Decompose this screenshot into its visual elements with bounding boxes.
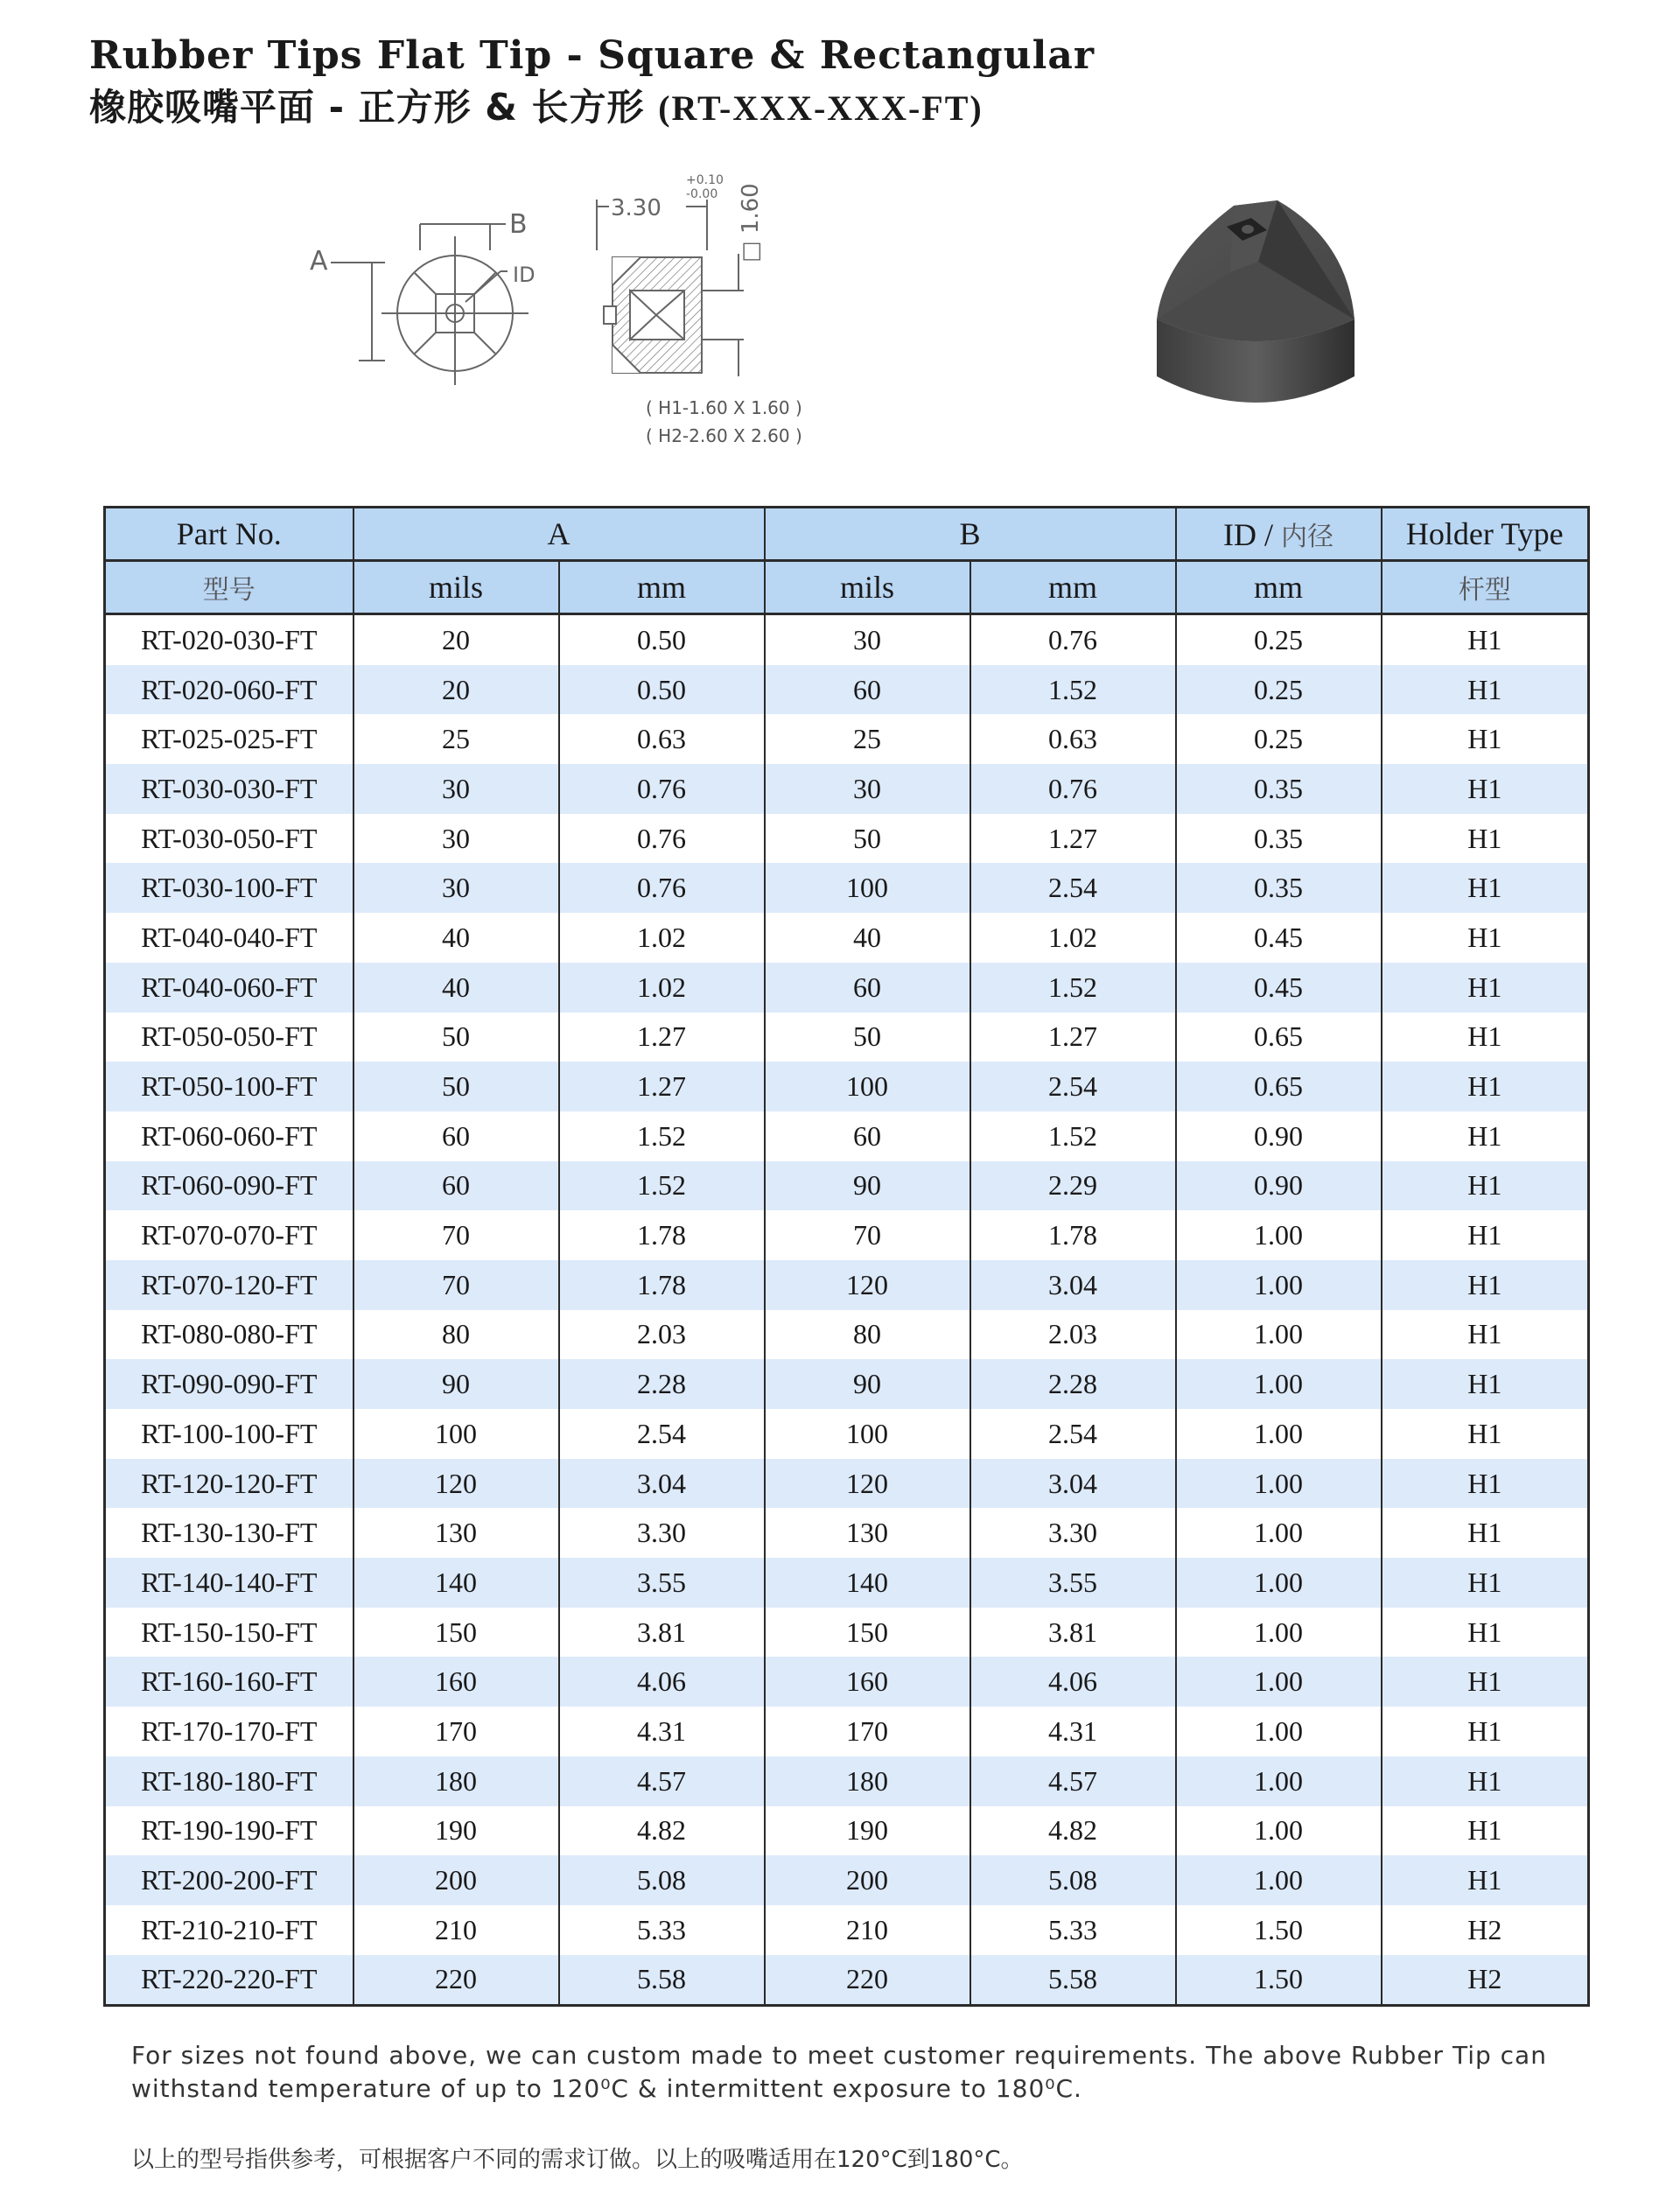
- cell-a-mm: 2.28: [559, 1359, 765, 1409]
- cell-holder-type: H1: [1382, 1062, 1589, 1111]
- cell-id-mm: 0.65: [1176, 1062, 1382, 1111]
- cell-part-no: RT-100-100-FT: [105, 1409, 354, 1459]
- cell-b-mm: 1.27: [970, 814, 1176, 864]
- header-part-no: Part No.: [105, 508, 354, 561]
- dim-square-value: □ 1.60: [738, 183, 764, 263]
- header-id-cn: 内径: [1281, 522, 1334, 552]
- cell-a-mils: 100: [354, 1409, 559, 1459]
- cell-a-mils: 30: [354, 814, 559, 864]
- cell-b-mm: 2.03: [970, 1310, 1176, 1360]
- cell-a-mils: 200: [354, 1855, 559, 1905]
- cell-id-mm: 0.35: [1176, 814, 1382, 864]
- cell-holder-type: H1: [1382, 1756, 1589, 1806]
- table-row: [105, 1905, 1589, 1955]
- cell-id-mm: 0.45: [1176, 963, 1382, 1013]
- table-row: [105, 1558, 1589, 1608]
- cell-id-mm: 1.50: [1176, 1955, 1382, 2006]
- cell-holder-type: H1: [1382, 1707, 1589, 1756]
- table-row: [105, 1707, 1589, 1756]
- table-row: [105, 814, 1589, 864]
- dim-label-a: A: [310, 246, 328, 277]
- cell-id-mm: 0.65: [1176, 1013, 1382, 1062]
- cell-id-mm: 1.00: [1176, 1855, 1382, 1905]
- holder-size-h2: ( H2-2.60 X 2.60 ): [646, 425, 802, 446]
- cell-a-mm: 3.04: [559, 1459, 765, 1509]
- cell-a-mm: 5.08: [559, 1855, 765, 1905]
- dim-label-id: ID: [513, 263, 536, 287]
- cell-b-mils: 30: [765, 614, 970, 665]
- spec-table: [103, 506, 1590, 2007]
- cell-a-mm: 1.78: [559, 1210, 765, 1260]
- dim-length-value: 3.30: [611, 195, 662, 221]
- cell-a-mm: 1.52: [559, 1111, 765, 1161]
- spec-table-body: [105, 614, 1589, 2006]
- cell-holder-type: H1: [1382, 963, 1589, 1013]
- cell-b-mils: 190: [765, 1806, 970, 1856]
- cell-a-mm: 4.82: [559, 1806, 765, 1856]
- cell-a-mils: 30: [354, 764, 559, 814]
- cell-b-mm: 0.76: [970, 614, 1176, 665]
- cell-holder-type: H1: [1382, 863, 1589, 913]
- cell-holder-type: H1: [1382, 1459, 1589, 1509]
- cell-id-mm: 0.25: [1176, 614, 1382, 665]
- cell-b-mm: 1.27: [970, 1013, 1176, 1062]
- cell-id-mm: 1.00: [1176, 1459, 1382, 1509]
- cell-a-mm: 1.02: [559, 963, 765, 1013]
- cell-holder-type: H1: [1382, 1161, 1589, 1211]
- holder-size-note: [646, 394, 802, 450]
- cell-part-no: RT-090-090-FT: [105, 1359, 354, 1409]
- cell-id-mm: 0.35: [1176, 863, 1382, 913]
- cell-a-mm: 2.54: [559, 1409, 765, 1459]
- header-b: B: [765, 508, 1176, 561]
- cell-id-mm: 1.50: [1176, 1905, 1382, 1955]
- cell-b-mm: 5.08: [970, 1855, 1176, 1905]
- cell-b-mm: 5.33: [970, 1905, 1176, 1955]
- table-row: [105, 1210, 1589, 1260]
- cell-a-mils: 170: [354, 1707, 559, 1756]
- cell-b-mm: 3.04: [970, 1260, 1176, 1310]
- table-row: [105, 1955, 1589, 2006]
- cell-a-mm: 4.06: [559, 1657, 765, 1707]
- cell-holder-type: H1: [1382, 1558, 1589, 1608]
- cell-b-mils: 170: [765, 1707, 970, 1756]
- table-header-row: [105, 508, 1589, 561]
- cell-a-mils: 160: [354, 1657, 559, 1707]
- table-row: [105, 963, 1589, 1013]
- cell-part-no: RT-200-200-FT: [105, 1855, 354, 1905]
- dim-tol-plus: +0.10: [686, 173, 724, 187]
- cell-b-mm: 2.28: [970, 1359, 1176, 1409]
- dim-label-b: B: [509, 209, 528, 240]
- cell-holder-type: H1: [1382, 1260, 1589, 1310]
- cell-holder-type: H1: [1382, 1111, 1589, 1161]
- table-row: [105, 1855, 1589, 1905]
- table-row: [105, 1310, 1589, 1360]
- cell-b-mils: 140: [765, 1558, 970, 1608]
- cell-b-mm: 1.52: [970, 665, 1176, 715]
- cell-a-mils: 20: [354, 614, 559, 665]
- cell-b-mils: 90: [765, 1359, 970, 1409]
- cell-b-mils: 120: [765, 1459, 970, 1509]
- cell-b-mils: 50: [765, 1013, 970, 1062]
- cell-part-no: RT-030-100-FT: [105, 863, 354, 913]
- cell-b-mm: 0.63: [970, 714, 1176, 764]
- cell-b-mils: 50: [765, 814, 970, 864]
- table-row: [105, 1111, 1589, 1161]
- cell-b-mils: 70: [765, 1210, 970, 1260]
- cell-holder-type: H1: [1382, 1210, 1589, 1260]
- cell-a-mils: 90: [354, 1359, 559, 1409]
- cell-b-mm: 1.78: [970, 1210, 1176, 1260]
- cell-part-no: RT-140-140-FT: [105, 1558, 354, 1608]
- cell-a-mm: 1.78: [559, 1260, 765, 1310]
- cell-b-mils: 210: [765, 1905, 970, 1955]
- cell-holder-type: H1: [1382, 1013, 1589, 1062]
- cell-a-mm: 4.31: [559, 1707, 765, 1756]
- cell-a-mm: 1.52: [559, 1161, 765, 1211]
- header-b-mils: mils: [765, 561, 970, 614]
- cell-part-no: RT-070-120-FT: [105, 1260, 354, 1310]
- cell-holder-type: H1: [1382, 614, 1589, 665]
- cell-b-mm: 1.52: [970, 963, 1176, 1013]
- cell-id-mm: 1.00: [1176, 1756, 1382, 1806]
- cell-holder-type: H1: [1382, 665, 1589, 715]
- cell-b-mils: 100: [765, 1409, 970, 1459]
- cell-id-mm: 0.90: [1176, 1161, 1382, 1211]
- cell-a-mm: 0.50: [559, 614, 765, 665]
- cell-a-mils: 140: [354, 1558, 559, 1608]
- cell-a-mils: 190: [354, 1806, 559, 1856]
- cell-part-no: RT-025-025-FT: [105, 714, 354, 764]
- header-holder-type: Holder Type: [1382, 508, 1589, 561]
- cell-a-mm: 5.58: [559, 1955, 765, 2006]
- header-id-mm: mm: [1176, 561, 1382, 614]
- footer-note-cn: 以上的型号指供参考，可根据客户不同的需求订做。以上的吸嘴适用在120°C到180°C。: [131, 2147, 1024, 2173]
- cell-a-mm: 0.76: [559, 863, 765, 913]
- cell-id-mm: 0.45: [1176, 913, 1382, 963]
- cell-id-mm: 0.35: [1176, 764, 1382, 814]
- header-id: [1176, 508, 1382, 561]
- cell-id-mm: 1.00: [1176, 1707, 1382, 1756]
- table-row: [105, 1359, 1589, 1409]
- cell-b-mils: 150: [765, 1608, 970, 1658]
- cell-a-mm: 0.50: [559, 665, 765, 715]
- cell-b-mils: 200: [765, 1855, 970, 1905]
- cell-b-mils: 160: [765, 1657, 970, 1707]
- cell-holder-type: H1: [1382, 1359, 1589, 1409]
- cell-part-no: RT-020-030-FT: [105, 614, 354, 665]
- rubber-tip-product-image: [1146, 188, 1365, 416]
- header-b-mm: mm: [970, 561, 1176, 614]
- cell-id-mm: 1.00: [1176, 1508, 1382, 1558]
- cell-id-mm: 0.25: [1176, 714, 1382, 764]
- cell-a-mils: 220: [354, 1955, 559, 2006]
- part-code-pattern: (RT-XXX-XXX-FT): [658, 88, 984, 128]
- cell-a-mm: 0.63: [559, 714, 765, 764]
- table-row: [105, 1806, 1589, 1856]
- table-row: [105, 863, 1589, 913]
- cell-id-mm: 1.00: [1176, 1558, 1382, 1608]
- cell-b-mm: 2.54: [970, 1062, 1176, 1111]
- cell-b-mm: 1.52: [970, 1111, 1176, 1161]
- cell-part-no: RT-060-060-FT: [105, 1111, 354, 1161]
- header-id-en: ID /: [1223, 517, 1274, 552]
- cell-a-mils: 40: [354, 963, 559, 1013]
- cell-part-no: RT-040-060-FT: [105, 963, 354, 1013]
- cell-b-mm: 4.82: [970, 1806, 1176, 1856]
- cell-part-no: RT-030-030-FT: [105, 764, 354, 814]
- table-row: [105, 913, 1589, 963]
- cell-part-no: RT-030-050-FT: [105, 814, 354, 864]
- cell-holder-type: H2: [1382, 1955, 1589, 2006]
- cell-part-no: RT-220-220-FT: [105, 1955, 354, 2006]
- cell-part-no: RT-210-210-FT: [105, 1905, 354, 1955]
- cell-a-mils: 70: [354, 1260, 559, 1310]
- cell-b-mm: 0.76: [970, 764, 1176, 814]
- cell-holder-type: H1: [1382, 1855, 1589, 1905]
- cell-a-mm: 0.76: [559, 764, 765, 814]
- cell-b-mils: 60: [765, 963, 970, 1013]
- cell-a-mm: 2.03: [559, 1310, 765, 1360]
- cell-a-mm: 1.27: [559, 1062, 765, 1111]
- part-no-cn-text: 型号: [202, 575, 256, 606]
- cell-id-mm: 0.25: [1176, 665, 1382, 715]
- cell-part-no: RT-040-040-FT: [105, 913, 354, 963]
- cell-a-mils: 60: [354, 1111, 559, 1161]
- cell-b-mm: 3.81: [970, 1608, 1176, 1658]
- cell-b-mils: 60: [765, 1111, 970, 1161]
- holder-cn-text: 杆型: [1458, 575, 1511, 606]
- cell-b-mm: 1.02: [970, 913, 1176, 963]
- header-holder-cn: [1382, 561, 1589, 614]
- cell-b-mm: 5.58: [970, 1955, 1176, 2006]
- cell-b-mm: 2.54: [970, 1409, 1176, 1459]
- cell-id-mm: 1.00: [1176, 1310, 1382, 1360]
- cell-a-mm: 1.02: [559, 913, 765, 963]
- cell-part-no: RT-190-190-FT: [105, 1806, 354, 1856]
- cell-a-mils: 25: [354, 714, 559, 764]
- header-part-no-cn: [105, 561, 354, 614]
- cell-holder-type: H1: [1382, 814, 1589, 864]
- cell-id-mm: 1.00: [1176, 1210, 1382, 1260]
- table-row: [105, 1062, 1589, 1111]
- cell-b-mm: 2.29: [970, 1161, 1176, 1211]
- cell-a-mm: 3.30: [559, 1508, 765, 1558]
- dim-tol-minus: -0.00: [686, 187, 718, 201]
- cell-b-mils: 25: [765, 714, 970, 764]
- cell-a-mils: 50: [354, 1013, 559, 1062]
- table-row: [105, 1013, 1589, 1062]
- cell-part-no: RT-050-050-FT: [105, 1013, 354, 1062]
- cell-a-mm: 4.57: [559, 1756, 765, 1806]
- header-a-mils: mils: [354, 561, 559, 614]
- table-row: [105, 1260, 1589, 1310]
- cell-a-mils: 80: [354, 1310, 559, 1360]
- cell-b-mm: 4.06: [970, 1657, 1176, 1707]
- table-row: [105, 1508, 1589, 1558]
- cell-b-mils: 120: [765, 1260, 970, 1310]
- cell-part-no: RT-180-180-FT: [105, 1756, 354, 1806]
- cell-a-mils: 120: [354, 1459, 559, 1509]
- cell-holder-type: H1: [1382, 1806, 1589, 1856]
- cell-part-no: RT-160-160-FT: [105, 1657, 354, 1707]
- subtitle-cn-text: 橡胶吸嘴平面 - 正方形 & 长方形: [89, 86, 645, 129]
- cell-id-mm: 1.00: [1176, 1608, 1382, 1658]
- cell-id-mm: 1.00: [1176, 1657, 1382, 1707]
- cell-b-mils: 100: [765, 863, 970, 913]
- table-row: [105, 1657, 1589, 1707]
- header-a: A: [354, 508, 765, 561]
- table-row: [105, 614, 1589, 665]
- cell-a-mils: 20: [354, 665, 559, 715]
- cell-b-mm: 3.04: [970, 1459, 1176, 1509]
- cell-holder-type: H2: [1382, 1905, 1589, 1955]
- cell-part-no: RT-150-150-FT: [105, 1608, 354, 1658]
- cell-id-mm: 0.90: [1176, 1111, 1382, 1161]
- cell-holder-type: H1: [1382, 1310, 1589, 1360]
- cell-a-mm: 5.33: [559, 1905, 765, 1955]
- cell-b-mils: 80: [765, 1310, 970, 1360]
- page-title: Rubber Tips Flat Tip - Square & Rectangular: [89, 33, 1096, 78]
- cell-a-mils: 50: [354, 1062, 559, 1111]
- table-subheader-row: [105, 561, 1589, 614]
- cell-b-mm: 2.54: [970, 863, 1176, 913]
- cell-part-no: RT-070-070-FT: [105, 1210, 354, 1260]
- cell-holder-type: H1: [1382, 1508, 1589, 1558]
- cell-part-no: RT-080-080-FT: [105, 1310, 354, 1360]
- header-a-mm: mm: [559, 561, 765, 614]
- cell-b-mils: 220: [765, 1955, 970, 2006]
- cell-holder-type: H1: [1382, 1409, 1589, 1459]
- cell-a-mils: 210: [354, 1905, 559, 1955]
- table-row: [105, 714, 1589, 764]
- cell-part-no: RT-120-120-FT: [105, 1459, 354, 1509]
- cell-a-mm: 0.76: [559, 814, 765, 864]
- table-row: [105, 1161, 1589, 1211]
- cell-b-mm: 4.31: [970, 1707, 1176, 1756]
- cell-part-no: RT-170-170-FT: [105, 1707, 354, 1756]
- cell-id-mm: 1.00: [1176, 1806, 1382, 1856]
- holder-size-h1: ( H1-1.60 X 1.60 ): [646, 397, 802, 418]
- cell-b-mm: 4.57: [970, 1756, 1176, 1806]
- cell-id-mm: 1.00: [1176, 1260, 1382, 1310]
- cell-a-mils: 30: [354, 863, 559, 913]
- cell-a-mils: 60: [354, 1161, 559, 1211]
- cell-holder-type: H1: [1382, 1657, 1589, 1707]
- cell-a-mm: 3.81: [559, 1608, 765, 1658]
- cell-a-mils: 130: [354, 1508, 559, 1558]
- table-row: [105, 1608, 1589, 1658]
- footer-note-en: For sizes not found above, we can custom made to meet customer requirements. The above Rubber Tip can withstand temperature of up to 120⁰C & intermittent exposure to 180⁰C.: [131, 2041, 1547, 2103]
- cell-b-mils: 180: [765, 1756, 970, 1806]
- cell-a-mm: 3.55: [559, 1558, 765, 1608]
- table-row: [105, 1756, 1589, 1806]
- cell-id-mm: 1.00: [1176, 1409, 1382, 1459]
- cell-a-mils: 180: [354, 1756, 559, 1806]
- cell-a-mils: 40: [354, 913, 559, 963]
- cell-part-no: RT-130-130-FT: [105, 1508, 354, 1558]
- table-row: [105, 1409, 1589, 1459]
- cell-b-mils: 30: [765, 764, 970, 814]
- cell-part-no: RT-060-090-FT: [105, 1161, 354, 1211]
- cell-holder-type: H1: [1382, 1608, 1589, 1658]
- cell-a-mm: 1.27: [559, 1013, 765, 1062]
- table-row: [105, 764, 1589, 814]
- table-row: [105, 665, 1589, 715]
- cell-a-mils: 70: [354, 1210, 559, 1260]
- page-subtitle-cn: [89, 79, 984, 131]
- cell-id-mm: 1.00: [1176, 1359, 1382, 1409]
- cell-a-mils: 150: [354, 1608, 559, 1658]
- cell-b-mils: 130: [765, 1508, 970, 1558]
- cell-b-mils: 60: [765, 665, 970, 715]
- cell-holder-type: H1: [1382, 764, 1589, 814]
- table-row: [105, 1459, 1589, 1509]
- cell-part-no: RT-050-100-FT: [105, 1062, 354, 1111]
- cell-holder-type: H1: [1382, 714, 1589, 764]
- cell-b-mils: 90: [765, 1161, 970, 1211]
- cell-b-mils: 40: [765, 913, 970, 963]
- cell-b-mils: 100: [765, 1062, 970, 1111]
- cell-b-mm: 3.30: [970, 1508, 1176, 1558]
- cell-holder-type: H1: [1382, 913, 1589, 963]
- cell-b-mm: 3.55: [970, 1558, 1176, 1608]
- cell-part-no: RT-020-060-FT: [105, 665, 354, 715]
